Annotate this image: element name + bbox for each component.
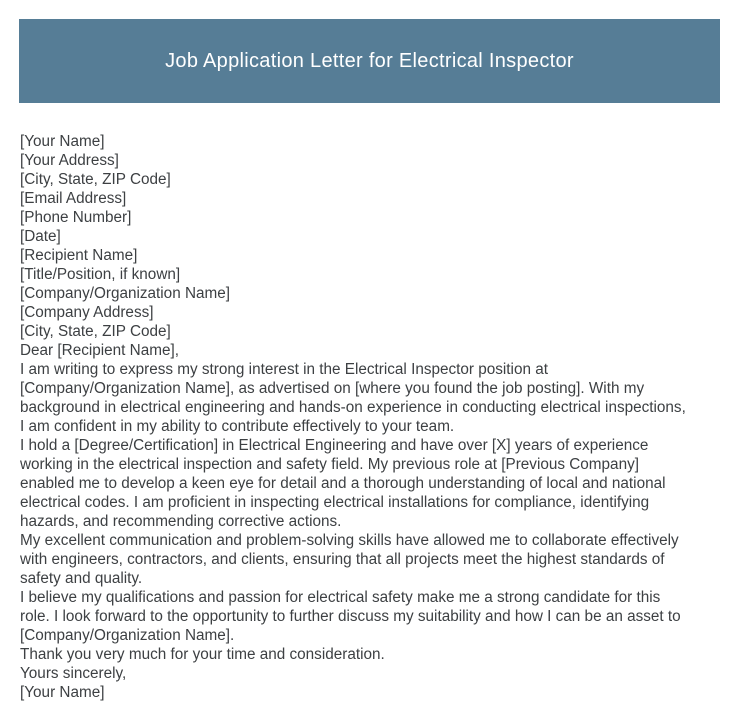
letter-line: enabled me to develop a keen eye for detail and a thorough understanding of local and national bbox=[20, 475, 666, 492]
letter-line: I believe my qualifications and passion for electrical safety make me a strong candidate for this bbox=[20, 589, 661, 606]
recipient-block bbox=[20, 246, 732, 341]
signature bbox=[20, 683, 732, 702]
letter-line: Yours sincerely, bbox=[20, 665, 127, 682]
letter-line: role. I look forward to the opportunity to further discuss my suitability and how I can be an asset to bbox=[20, 608, 681, 625]
paragraph-skills bbox=[20, 531, 732, 588]
letter-line: I am writing to express my strong interest in the Electrical Inspector position at bbox=[20, 361, 548, 378]
letter-line: I hold a [Degree/Certification] in Electrical Engineering and have over [X] years of experience bbox=[20, 437, 649, 454]
page-title: Job Application Letter for Electrical Inspector bbox=[165, 49, 574, 72]
letter-line: [Phone Number] bbox=[20, 209, 132, 226]
paragraph-qualifications bbox=[20, 436, 732, 531]
letter-line: hazards, and recommending corrective actions. bbox=[20, 513, 342, 530]
title-banner bbox=[19, 19, 720, 103]
letter-line: [Your Name] bbox=[20, 133, 105, 150]
letter-line: [Your Address] bbox=[20, 152, 119, 169]
letter-line: [Company/Organization Name] bbox=[20, 285, 231, 302]
paragraph-candidacy bbox=[20, 588, 732, 645]
letter-line: with engineers, contractors, and clients, ensuring that all projects meet the highest standards of bbox=[20, 551, 665, 568]
closing bbox=[20, 664, 732, 683]
letter-line: [Company/Organization Name]. bbox=[20, 627, 235, 644]
letter-line: [Recipient Name] bbox=[20, 247, 138, 264]
letter-line: [Company/Organization Name], as advertised on [where you found the job posting]. With my bbox=[20, 380, 645, 397]
letter-line: [Company Address] bbox=[20, 304, 154, 321]
letter-line: [City, State, ZIP Code] bbox=[20, 323, 171, 340]
letter-line: [City, State, ZIP Code] bbox=[20, 171, 171, 188]
letter-line: electrical codes. I am proficient in inspecting electrical installations for compliance, identifying bbox=[20, 494, 650, 511]
sender-block bbox=[20, 132, 732, 246]
letter-body bbox=[20, 132, 732, 702]
letter-line: I am confident in my ability to contribute effectively to your team. bbox=[20, 418, 455, 435]
letter-line: [Title/Position, if known] bbox=[20, 266, 181, 283]
letter-line: [Email Address] bbox=[20, 190, 127, 207]
paragraph-interest bbox=[20, 360, 732, 436]
letter-line: safety and quality. bbox=[20, 570, 143, 587]
letter-line: [Your Name] bbox=[20, 684, 105, 701]
thanks bbox=[20, 645, 732, 664]
letter-line: working in the electrical inspection and safety field. My previous role at [Previous Company] bbox=[20, 456, 639, 473]
letter-line: [Date] bbox=[20, 228, 61, 245]
letter-line: Thank you very much for your time and consideration. bbox=[20, 646, 385, 663]
salutation bbox=[20, 341, 732, 360]
letter-line: background in electrical engineering and hands-on experience in conducting electrical inspections, bbox=[20, 399, 686, 416]
letter-line: My excellent communication and problem-solving skills have allowed me to collaborate effectively bbox=[20, 532, 679, 549]
letter-line: Dear [Recipient Name], bbox=[20, 342, 179, 359]
